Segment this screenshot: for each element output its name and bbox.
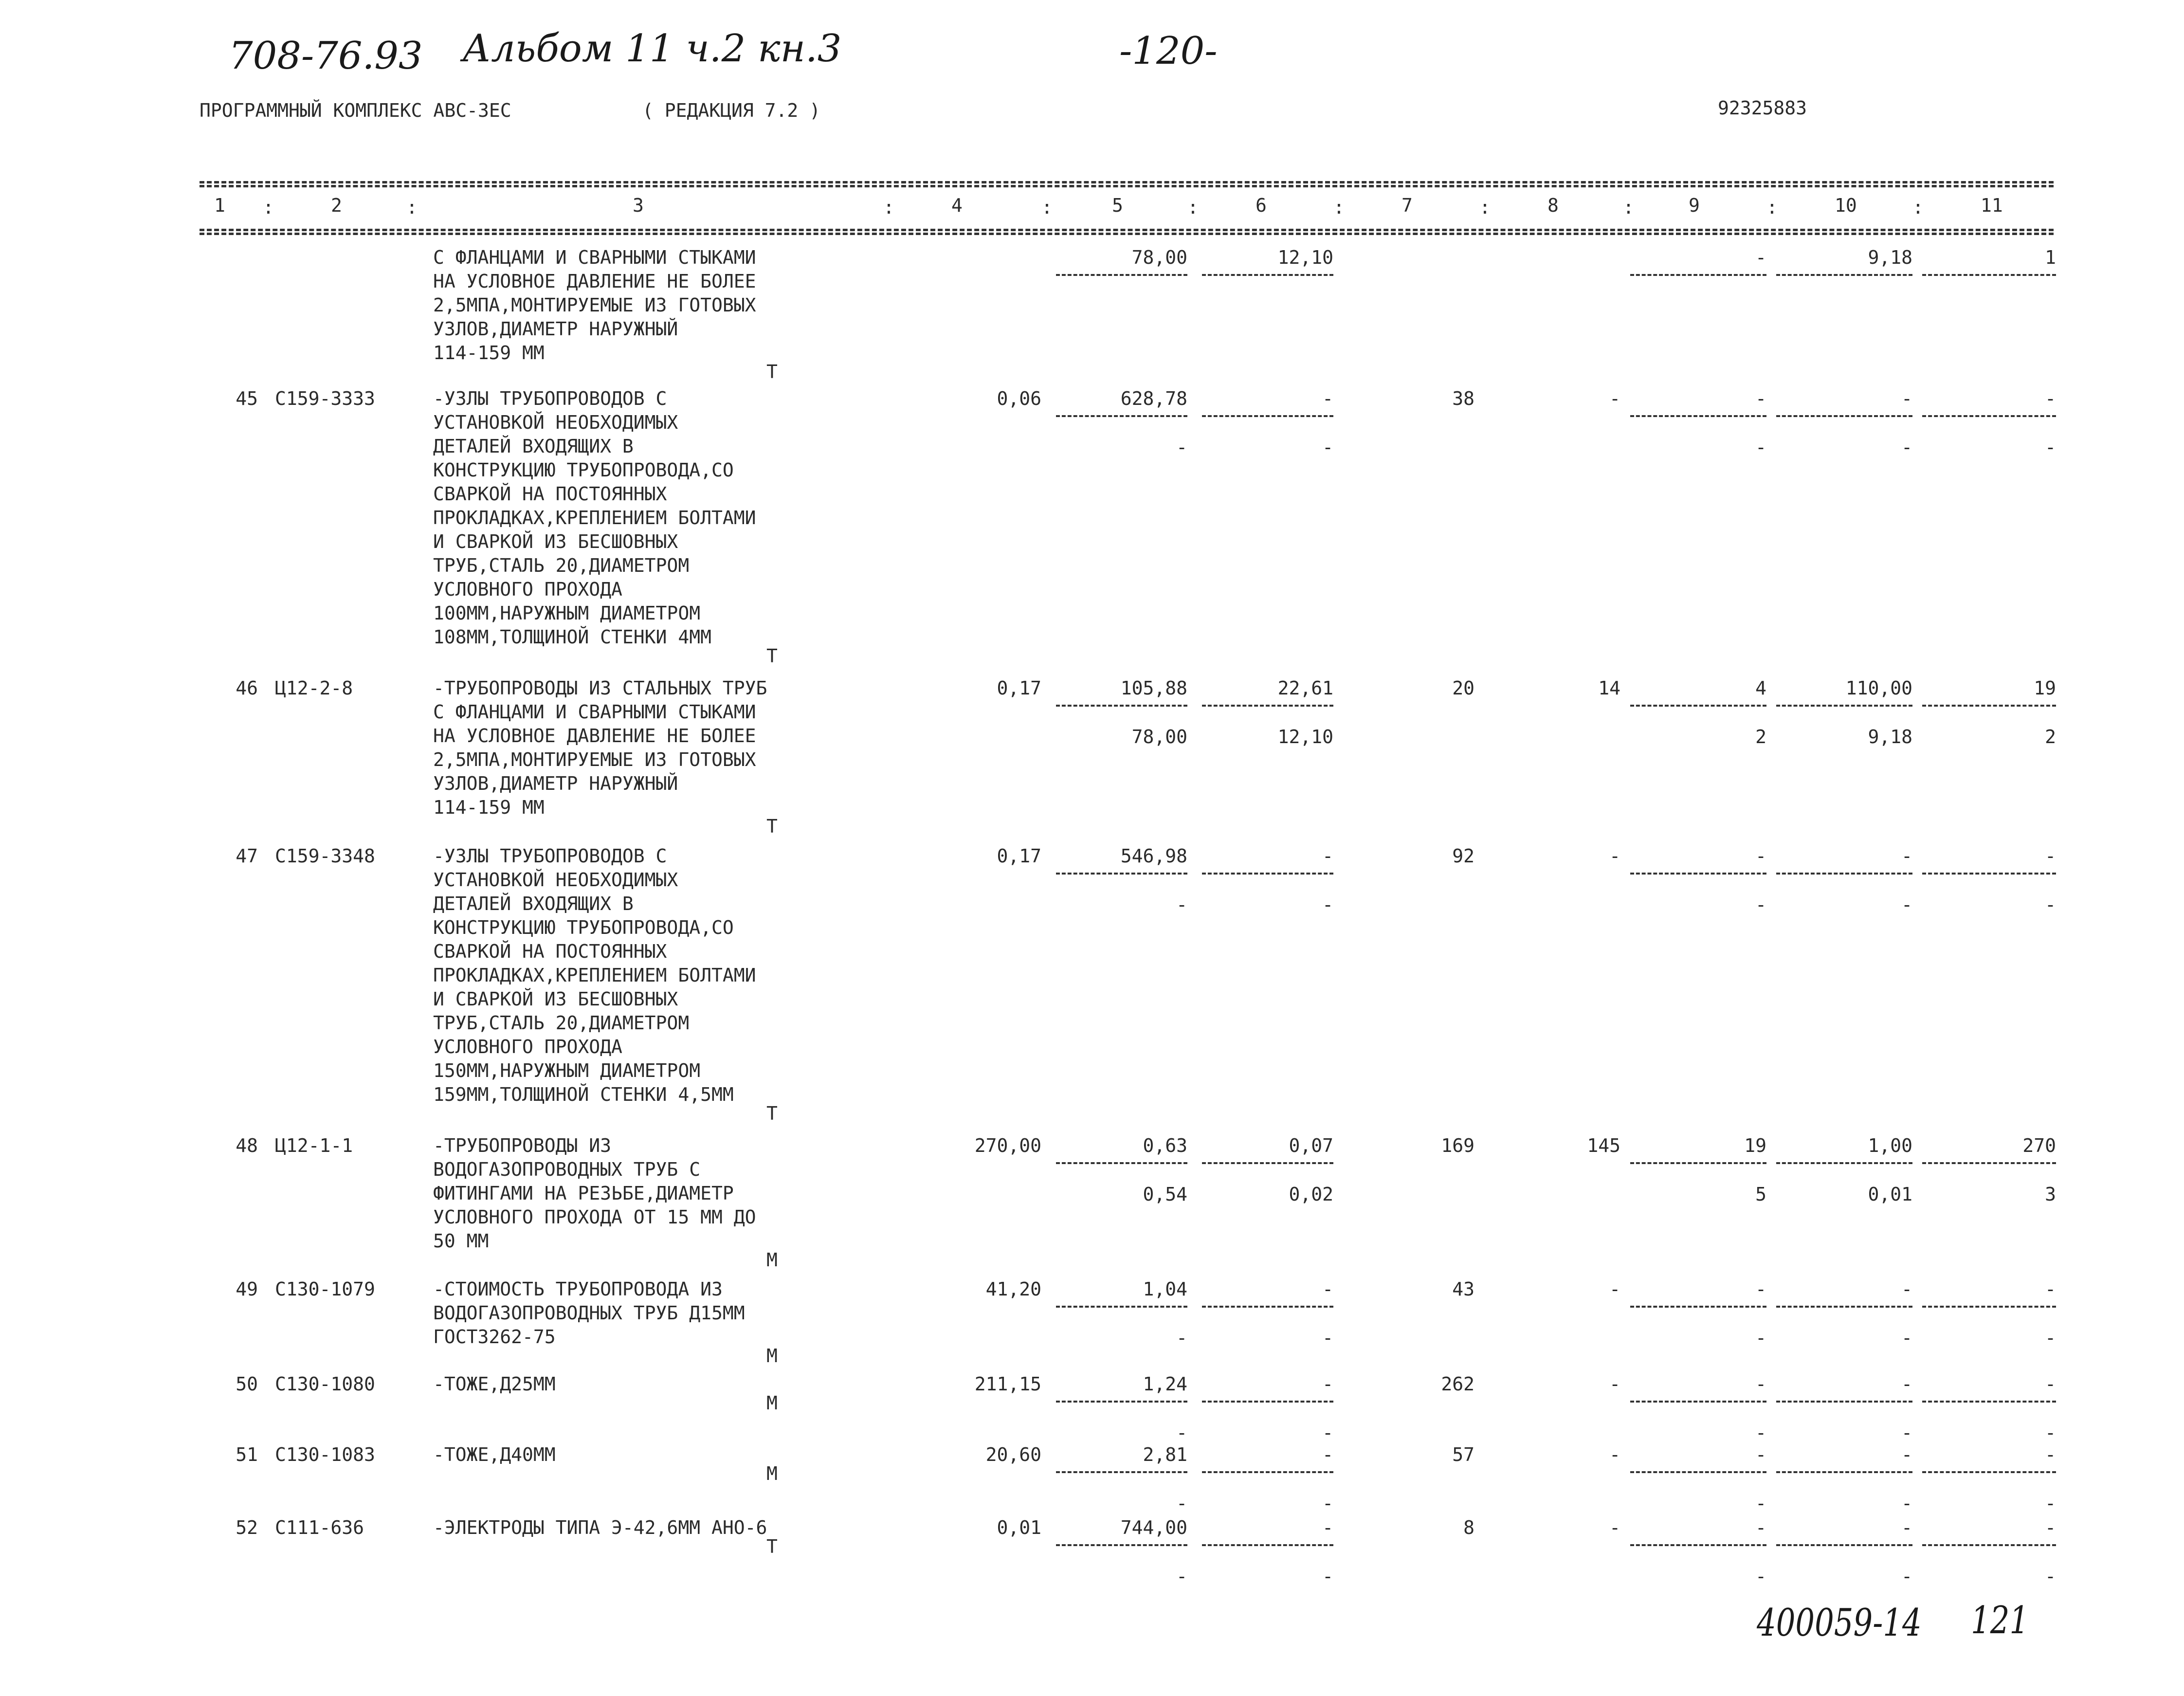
row-quantity: 41,20: [985, 1278, 1041, 1300]
column-header: 9: [1689, 195, 1700, 216]
value-separator-line: [1056, 1401, 1187, 1403]
album-label: Альбом 11 ч.2 кн.3: [462, 27, 842, 71]
row-unit: М: [766, 1392, 778, 1414]
column-separator: :: [1766, 197, 1778, 218]
column-separator: :: [1041, 197, 1053, 218]
column-header: 2: [331, 195, 342, 216]
row-c10-bottom: -: [1901, 437, 1912, 458]
value-separator-line: [1056, 1306, 1187, 1308]
page-number: -120-: [1119, 29, 1218, 73]
row-c6-top: -: [1322, 1444, 1333, 1465]
row-code: С159-3333: [275, 388, 375, 409]
row-description: -СТОИМОСТЬ ТРУБОПРОВОДА ИЗ ВОДОГАЗОПРОВОДНЫХ ТРУБ Д15ММ ГОСТ3262-75: [433, 1278, 745, 1348]
value-separator-line: [1630, 1306, 1766, 1308]
row-unit: Т: [766, 816, 778, 837]
header-rule-bottom-2: [200, 233, 2054, 235]
value-separator-line: [1202, 1544, 1333, 1546]
row-col-8: 145: [1587, 1135, 1620, 1156]
row-quantity: 0,06: [997, 388, 1041, 409]
row-quantity: 211,15: [974, 1373, 1041, 1395]
value-separator-line: [1922, 1544, 2056, 1546]
row-c6-bottom: -: [1322, 1493, 1333, 1514]
row-description: -ЭЛЕКТРОДЫ ТИПА Э-42,6ММ АНО-6: [433, 1517, 767, 1538]
row-c5-top: 0,63: [1143, 1135, 1187, 1156]
row-c6-bottom: -: [1322, 1422, 1333, 1443]
row-c11-top: -: [2045, 1444, 2056, 1465]
row-c5-bottom: 78,00: [1131, 726, 1187, 748]
column-separator: :: [883, 197, 894, 218]
row-c9-top: 4: [1755, 677, 1766, 699]
row-c11-top: 1: [2045, 247, 2056, 268]
row-description: -УЗЛЫ ТРУБОПРОВОДОВ С УСТАНОВКОЙ НЕОБХОДИМЫХ ДЕТАЛЕЙ ВХОДЯЩИХ В КОНСТРУКЦИЮ ТРУБОПРОВОДА,СО СВАРКОЙ НА ПОСТОЯННЫХ ПРОКЛАДКАХ,КРЕПЛЕНИЕМ БОЛТАМИ И СВАРКОЙ ИЗ БЕСШОВНЫХ ТРУБ,СТАЛЬ 20,ДИАМЕТРОМ УСЛОВНОГО ПРОХОДА 100ММ,НАРУЖНЫМ ДИАМЕТРОМ 108ММ,ТОЛЩИНОЙ СТЕНКИ 4ММ: [433, 388, 756, 648]
row-c11-bottom: 3: [2045, 1184, 2056, 1205]
row-c6-top: 12,10: [1277, 247, 1333, 268]
value-separator-line: [1922, 415, 2056, 417]
row-code: С130-1083: [275, 1444, 375, 1465]
header-rule-top-2: [200, 185, 2054, 187]
value-separator-line: [1056, 873, 1187, 875]
row-unit: Т: [766, 1103, 778, 1124]
row-c5-top: 2,81: [1143, 1444, 1187, 1465]
row-c10-bottom: -: [1901, 1566, 1912, 1587]
row-description: -ТРУБОПРОВОДЫ ИЗ СТАЛЬНЫХ ТРУБ С ФЛАНЦАМИ И СВАРНЫМИ СТЫКАМИ НА УСЛОВНОЕ ДАВЛЕНИЕ НЕ БОЛЕЕ 2,5МПА,МОНТИРУЕМЫЕ ИЗ ГОТОВЫХ УЗЛОВ,ДИАМЕТР НАРУЖНЫЙ 114-159 ММ: [433, 677, 767, 818]
row-c6-top: -: [1322, 388, 1333, 409]
row-col-8: -: [1609, 1517, 1620, 1538]
row-c10-top: -: [1901, 845, 1912, 867]
value-separator-line: [1922, 873, 2056, 875]
row-c9-top: -: [1755, 247, 1766, 268]
row-c6-top: -: [1322, 1278, 1333, 1300]
row-c9-bottom: 2: [1755, 726, 1766, 748]
value-separator-line: [1202, 873, 1333, 875]
row-c10-top: -: [1901, 1517, 1912, 1538]
value-separator-line: [1630, 873, 1766, 875]
value-separator-line: [1776, 705, 1912, 707]
column-header: 8: [1547, 195, 1559, 216]
value-separator-line: [1630, 415, 1766, 417]
row-c11-top: -: [2045, 388, 2056, 409]
row-c9-top: -: [1755, 1278, 1766, 1300]
column-header: 10: [1835, 195, 1857, 216]
row-col-7: 57: [1452, 1444, 1474, 1465]
row-c10-top: 9,18: [1868, 247, 1912, 268]
document-code: 92325883: [1718, 97, 1807, 119]
row-c6-bottom: -: [1322, 1566, 1333, 1587]
value-separator-line: [1630, 1471, 1766, 1473]
value-separator-line: [1056, 1544, 1187, 1546]
value-separator-line: [1776, 873, 1912, 875]
value-separator-line: [1630, 274, 1766, 276]
row-c11-bottom: -: [2045, 437, 2056, 458]
header-rule-bottom: [200, 229, 2054, 231]
row-c11-top: -: [2045, 1278, 2056, 1300]
column-separator: :: [1912, 197, 1924, 218]
column-separator: :: [1187, 197, 1199, 218]
value-separator-line: [1776, 1306, 1912, 1308]
row-c9-bottom: -: [1755, 1422, 1766, 1443]
column-header: 7: [1401, 195, 1413, 216]
row-col-7: 20: [1452, 677, 1474, 699]
row-number: 48: [236, 1135, 258, 1156]
value-separator-line: [1630, 1544, 1766, 1546]
row-c6-top: -: [1322, 1373, 1333, 1395]
row-c11-top: -: [2045, 1517, 2056, 1538]
doc-code: 708-76.93: [229, 34, 423, 78]
value-separator-line: [1056, 415, 1187, 417]
row-c10-top: 110,00: [1845, 677, 1912, 699]
row-code: С159-3348: [275, 845, 375, 867]
value-separator-line: [1056, 274, 1187, 276]
row-c10-top: -: [1901, 388, 1912, 409]
row-c9-bottom: -: [1755, 1566, 1766, 1587]
row-c11-top: 19: [2034, 677, 2056, 699]
value-separator-line: [1202, 415, 1333, 417]
column-header: 1: [214, 195, 225, 216]
row-unit: Т: [766, 645, 778, 667]
row-c10-bottom: 0,01: [1868, 1184, 1912, 1205]
row-quantity: 0,17: [997, 845, 1041, 867]
value-separator-line: [1056, 1162, 1187, 1164]
row-number: 46: [236, 677, 258, 699]
row-c6-bottom: -: [1322, 437, 1333, 458]
row-col-7: 262: [1441, 1373, 1474, 1395]
row-number: 51: [236, 1444, 258, 1465]
row-c6-top: 0,07: [1289, 1135, 1333, 1156]
row-c9-top: -: [1755, 1517, 1766, 1538]
row-c11-bottom: -: [2045, 894, 2056, 915]
row-c5-bottom: -: [1176, 437, 1187, 458]
row-c11-top: 270: [2022, 1135, 2056, 1156]
row-code: Ц12-1-1: [275, 1135, 353, 1156]
row-number: 49: [236, 1278, 258, 1300]
row-c11-top: -: [2045, 845, 2056, 867]
row-c9-bottom: -: [1755, 437, 1766, 458]
row-c6-bottom: -: [1322, 894, 1333, 915]
column-header: 6: [1256, 195, 1267, 216]
row-c5-top: 546,98: [1120, 845, 1187, 867]
row-c9-bottom: -: [1755, 894, 1766, 915]
row-c6-bottom: 0,02: [1289, 1184, 1333, 1205]
row-unit: Т: [766, 361, 778, 383]
header-rule-top: [200, 181, 2054, 183]
column-separator: :: [1333, 197, 1345, 218]
row-c5-top: 744,00: [1120, 1517, 1187, 1538]
program-name: ПРОГРАММНЫЙ КОМПЛЕКС АВС-3ЕС: [200, 100, 511, 121]
value-separator-line: [1202, 1306, 1333, 1308]
row-c6-bottom: 12,10: [1277, 726, 1333, 748]
value-separator-line: [1922, 1401, 2056, 1403]
row-col-8: -: [1609, 388, 1620, 409]
row-c9-top: -: [1755, 1444, 1766, 1465]
row-code: С111-636: [275, 1517, 364, 1538]
row-col-8: -: [1609, 1444, 1620, 1465]
row-description: -ТОЖЕ,Д25ММ: [433, 1373, 556, 1395]
row-quantity: 0,01: [997, 1517, 1041, 1538]
row-quantity: 20,60: [985, 1444, 1041, 1465]
row-c9-bottom: -: [1755, 1327, 1766, 1349]
value-separator-line: [1776, 1162, 1912, 1164]
value-separator-line: [1630, 1162, 1766, 1164]
column-separator: :: [263, 197, 274, 218]
row-c10-top: 1,00: [1868, 1135, 1912, 1156]
row-description: -УЗЛЫ ТРУБОПРОВОДОВ С УСТАНОВКОЙ НЕОБХОДИМЫХ ДЕТАЛЕЙ ВХОДЯЩИХ В КОНСТРУКЦИЮ ТРУБОПРОВОДА,СО СВАРКОЙ НА ПОСТОЯННЫХ ПРОКЛАДКАХ,КРЕПЛЕНИЕМ БОЛТАМИ И СВАРКОЙ ИЗ БЕСШОВНЫХ ТРУБ,СТАЛЬ 20,ДИАМЕТРОМ УСЛОВНОГО ПРОХОДА 150ММ,НАРУЖНЫМ ДИАМЕТРОМ 159ММ,ТОЛЩИНОЙ СТЕНКИ 4,5ММ: [433, 845, 756, 1105]
value-separator-line: [1056, 1471, 1187, 1473]
column-separator: :: [1479, 197, 1491, 218]
row-c5-bottom: -: [1176, 1422, 1187, 1443]
row-c5-top: 628,78: [1120, 388, 1187, 409]
row-c6-bottom: -: [1322, 1327, 1333, 1349]
column-separator: :: [1623, 197, 1634, 218]
row-c10-bottom: -: [1901, 1327, 1912, 1349]
row-col-7: 8: [1463, 1517, 1474, 1538]
row-c5-bottom: -: [1176, 894, 1187, 915]
row-number: 52: [236, 1517, 258, 1538]
value-separator-line: [1630, 1401, 1766, 1403]
row-description: -ТОЖЕ,Д40ММ: [433, 1444, 556, 1465]
row-c6-top: -: [1322, 1517, 1333, 1538]
value-separator-line: [1202, 1471, 1333, 1473]
value-separator-line: [1776, 415, 1912, 417]
row-quantity: 270,00: [974, 1135, 1041, 1156]
column-header: 3: [633, 195, 644, 216]
column-header: 11: [1981, 195, 2003, 216]
row-c5-top: 78,00: [1131, 247, 1187, 268]
row-c5-bottom: -: [1176, 1566, 1187, 1587]
row-c10-top: -: [1901, 1373, 1912, 1395]
row-c5-bottom: -: [1176, 1327, 1187, 1349]
row-c11-bottom: -: [2045, 1566, 2056, 1587]
row-unit: Т: [766, 1536, 778, 1557]
value-separator-line: [1202, 705, 1333, 707]
row-c10-top: -: [1901, 1278, 1912, 1300]
row-c6-top: 22,61: [1277, 677, 1333, 699]
value-separator-line: [1202, 1401, 1333, 1403]
row-number: 45: [236, 388, 258, 409]
row-c10-top: -: [1901, 1444, 1912, 1465]
value-separator-line: [1202, 274, 1333, 276]
row-c5-top: 1,04: [1143, 1278, 1187, 1300]
row-c9-top: -: [1755, 1373, 1766, 1395]
row-col-7: 43: [1452, 1278, 1474, 1300]
row-col-8: 14: [1598, 677, 1620, 699]
column-separator: :: [406, 197, 418, 218]
row-code: С130-1080: [275, 1373, 375, 1395]
value-separator-line: [1776, 1401, 1912, 1403]
row-c9-top: -: [1755, 845, 1766, 867]
column-header: 4: [951, 195, 963, 216]
value-separator-line: [1922, 705, 2056, 707]
row-c10-bottom: -: [1901, 1422, 1912, 1443]
row-c9-bottom: 5: [1755, 1184, 1766, 1205]
row-unit: М: [766, 1463, 778, 1484]
value-separator-line: [1922, 1471, 2056, 1473]
row-c9-top: 19: [1744, 1135, 1766, 1156]
row-c11-bottom: -: [2045, 1327, 2056, 1349]
value-separator-line: [1202, 1162, 1333, 1164]
row-c9-top: -: [1755, 388, 1766, 409]
row-c10-bottom: -: [1901, 1493, 1912, 1514]
row-unit: М: [766, 1249, 778, 1271]
row-c11-bottom: -: [2045, 1422, 2056, 1443]
row-number: 47: [236, 845, 258, 867]
value-separator-line: [1630, 705, 1766, 707]
row-unit: М: [766, 1345, 778, 1367]
row-code: С130-1079: [275, 1278, 375, 1300]
row-col-7: 169: [1441, 1135, 1474, 1156]
row-col-8: -: [1609, 1373, 1620, 1395]
row-c9-bottom: -: [1755, 1493, 1766, 1514]
row-col-8: -: [1609, 845, 1620, 867]
column-header: 5: [1112, 195, 1123, 216]
value-separator-line: [1056, 705, 1187, 707]
row-description: С ФЛАНЦАМИ И СВАРНЫМИ СТЫКАМИ НА УСЛОВНОЕ ДАВЛЕНИЕ НЕ БОЛЕЕ 2,5МПА,МОНТИРУЕМЫЕ ИЗ ГОТОВЫХ УЗЛОВ,ДИАМЕТР НАРУЖНЫЙ 114-159 ММ: [433, 247, 756, 364]
row-c11-top: -: [2045, 1373, 2056, 1395]
value-separator-line: [1922, 274, 2056, 276]
row-number: 50: [236, 1373, 258, 1395]
row-col-8: -: [1609, 1278, 1620, 1300]
value-separator-line: [1776, 274, 1912, 276]
value-separator-line: [1922, 1162, 2056, 1164]
row-description: -ТРУБОПРОВОДЫ ИЗ ВОДОГАЗОПРОВОДНЫХ ТРУБ С ФИТИНГАМИ НА РЕЗЬБЕ,ДИАМЕТР УСЛОВНОГО ПРОХОДА ОТ 15 ММ ДО 50 ММ: [433, 1135, 756, 1252]
row-c6-top: -: [1322, 845, 1333, 867]
sheet-number: 121: [1971, 1599, 2029, 1642]
row-c5-bottom: 0,54: [1143, 1184, 1187, 1205]
row-col-7: 38: [1452, 388, 1474, 409]
archive-stamp: 400059-14: [1757, 1601, 1922, 1645]
row-c11-bottom: -: [2045, 1493, 2056, 1514]
row-code: Ц12-2-8: [275, 677, 353, 699]
edition-label: ( РЕДАКЦИЯ 7.2 ): [642, 100, 821, 121]
value-separator-line: [1776, 1544, 1912, 1546]
row-c11-bottom: 2: [2045, 726, 2056, 748]
row-c5-bottom: -: [1176, 1493, 1187, 1514]
row-col-7: 92: [1452, 845, 1474, 867]
row-c10-bottom: -: [1901, 894, 1912, 915]
row-c10-bottom: 9,18: [1868, 726, 1912, 748]
row-c5-top: 1,24: [1143, 1373, 1187, 1395]
value-separator-line: [1922, 1306, 2056, 1308]
row-quantity: 0,17: [997, 677, 1041, 699]
row-c5-top: 105,88: [1120, 677, 1187, 699]
value-separator-line: [1776, 1471, 1912, 1473]
